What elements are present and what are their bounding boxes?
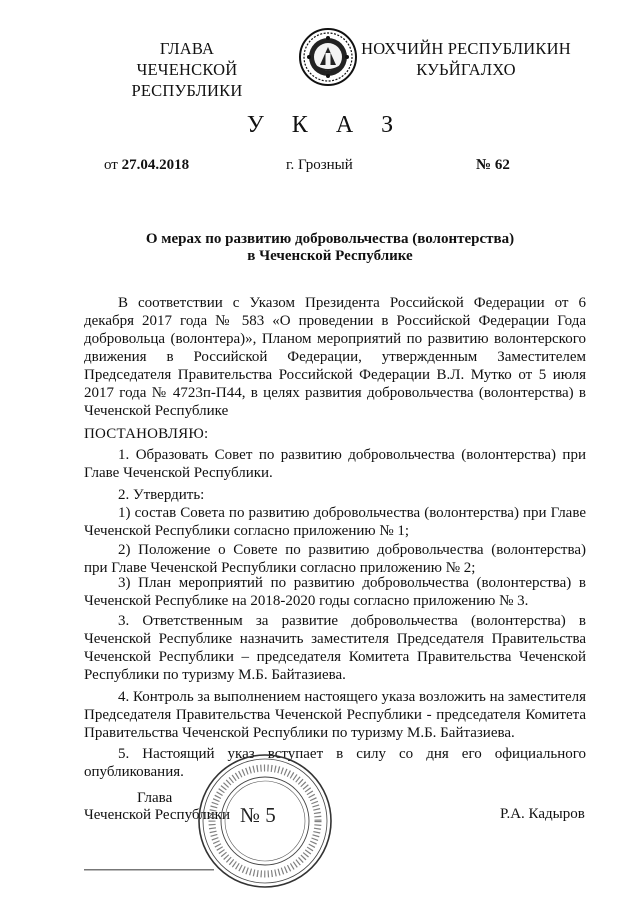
header-right-line2: КУЬЙГАЛХО [416, 60, 516, 79]
header-right-line1: НОХЧИЙН РЕСПУБЛИКИН [361, 39, 571, 58]
signature-position-line1: Глава [137, 790, 173, 806]
item-1: 1. Образовать Совет по развитию добровольчества (волонтерства) при Главе Чеченской Республики. [84, 447, 586, 481]
item-2-2: 2) Положение о Совете по развитию добровольчества (волонтерства) при Главе Чеченской Республики согласно приложению № 2; [84, 542, 586, 576]
header-right-block [358, 38, 574, 80]
document-title: У К А З [246, 112, 405, 138]
item-2: 2. Утвердить: [118, 487, 205, 503]
decree-city: г. Грозный [286, 157, 353, 173]
signature-name: Р.А. Кадыров [500, 806, 585, 822]
item-5: 5. Настоящий указ вступает в силу со дня его официального опубликования. [84, 746, 586, 780]
seal-number: № 5 [240, 803, 276, 827]
decree-subject [100, 231, 560, 265]
footer-fine-print-icon [84, 868, 214, 872]
preamble-paragraph: В соответствии с Указом Президента Российской Федерации от 6 декабря 2017 года № 583 «О проведении в Российской Федерации Года добровольца (волонтера)», Планом мероприятий по развитию волонтерского движения в Российской Федерации, утвержденным Заместителем Председателя Правительства Российской Федерации В.Л. Мутко от 5 июля 2017 года № 4723п-П44, в целях развития добровольчества (волонтерства) в Чеченской Республике [84, 295, 586, 419]
decree-date [104, 157, 189, 174]
subject-line1: О мерах по развитию добровольчества (волонтерства) [145, 231, 515, 247]
decree-number: № 62 [476, 157, 510, 173]
signature-position-line2: Чеченской Республики [84, 807, 230, 823]
item-4: 4. Контроль за выполнением настоящего указа возложить на заместителя Председателя Правительства Чеченской Республики - председателя Комитета Правительства Чеченской Республики по туризму М.Б. Байтазиева. [84, 689, 586, 741]
date-value: 27.04.2018 [121, 157, 190, 173]
subject-line2: в Чеченской Республике [247, 248, 413, 264]
header-left-line2: ЧЕЧЕНСКОЙ РЕСПУБЛИКИ [131, 60, 243, 100]
item-2-3: 3) План мероприятий по развитию добровольчества (волонтерства) в Чеченской Республике на 2018-2020 годы согласно приложению № 3. [84, 575, 586, 609]
decree-word: ПОСТАНОВЛЯЮ: [84, 426, 209, 442]
chechen-republic-emblem-icon [298, 27, 358, 87]
header-left-line1: ГЛАВА [159, 39, 215, 58]
header-left-block [84, 38, 290, 101]
date-prefix: от [104, 157, 122, 173]
item-2-1: 1) состав Совета по развитию добровольчества (волонтерства) при Главе Чеченской Республики согласно приложению № 1; [84, 505, 586, 539]
item-3: 3. Ответственным за развитие добровольчества (волонтерства) в Чеченской Республике назначить заместителя Председателя Правительства Чеченской Республики – председателя Комитета Правительства Чеченской Республики по туризму М.Б. Байтазиева. [84, 613, 586, 683]
